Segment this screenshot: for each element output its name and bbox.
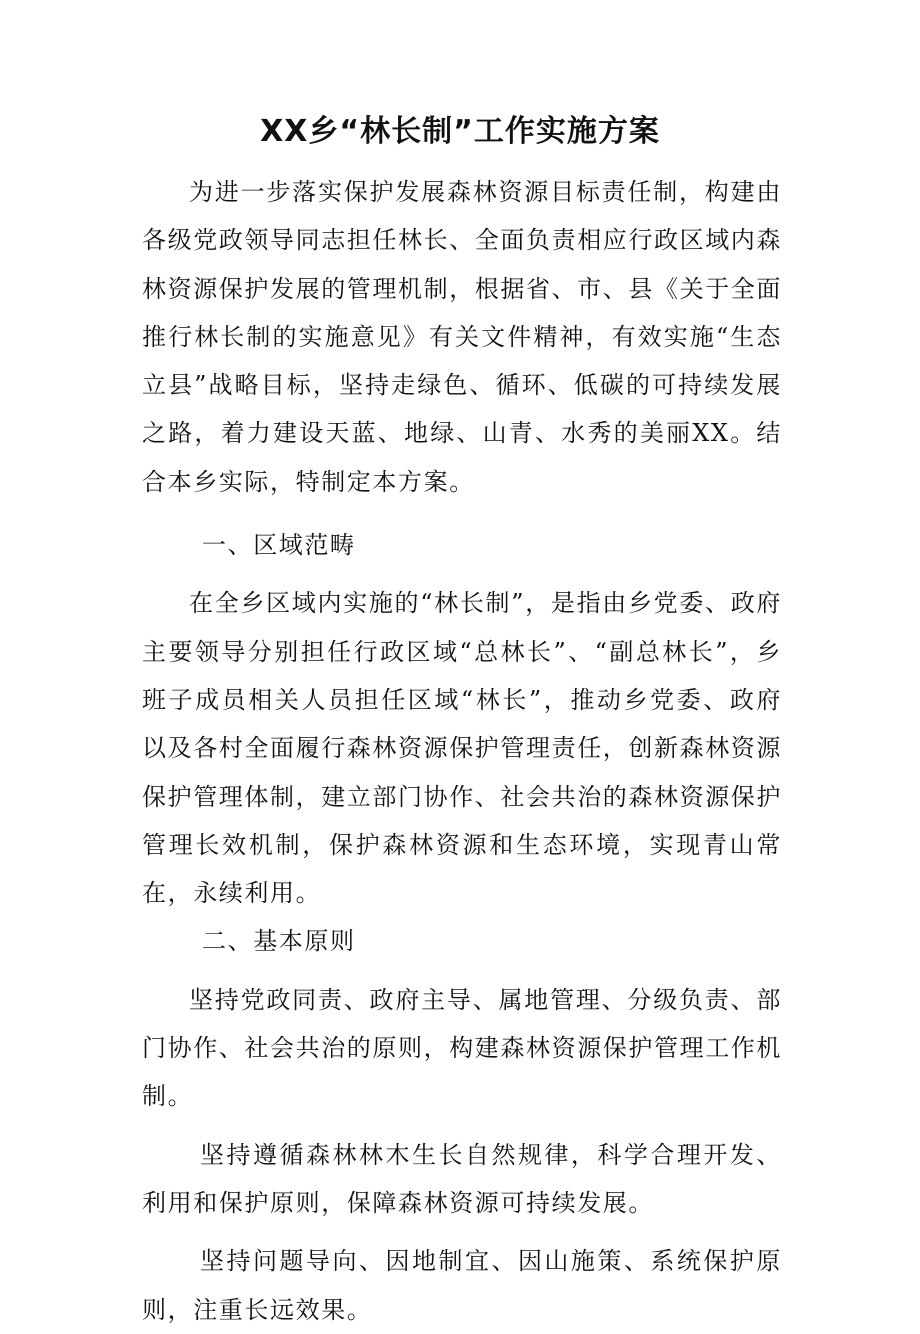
section-heading-principles: 二、基本原则 <box>202 927 356 956</box>
principle-paragraph-2: 坚持遵循森林林木生长自然规律，科学合理开发、利用和保护原则，保障森林资源可持续发展。 <box>142 1140 782 1217</box>
principle-paragraph-3: 坚持问题导向、因地制宜、因山施策、系统保护原则，注重长远效果。 <box>142 1247 782 1324</box>
section-heading-scope: 一、区域范畴 <box>202 531 356 560</box>
intro-paragraph: 为进一步落实保护发展森林资源目标责任制，构建由各级党政领导同志担任林长、全面负责相应行政区域内森林资源保护发展的管理机制，根据省、市、县《关于全面推行林长制的实施意见》有关文件精神，有效实施“生态立县”战略目标，坚持走绿色、循环、低碳的可持续发展之路，着力建设天蓝、地绿、山青、水秀的美丽XX。结合本乡实际，特制定本方案。 <box>142 178 782 496</box>
document-body <box>142 168 782 1334</box>
document-title: XX乡“林长制”工作实施方案 <box>260 114 660 149</box>
principle-paragraph-1: 坚持党政同责、政府主导、属地管理、分级负责、部门协作、社会共治的原则，构建森林资源保护管理工作机制。 <box>142 985 782 1111</box>
scope-paragraph: 在全乡区域内实施的“林长制”，是指由乡党委、政府主要领导分别担任行政区域“总林长”、“副总林长”，乡班子成员相关人员担任区域“林长”，推动乡党委、政府以及各村全面履行森林资源保护管理责任，创新森林资源保护管理体制，建立部门协作、社会共治的森林资源保护管理长效机制，保护森林资源和生态环境，实现青山常在，永续利用。 <box>142 589 782 908</box>
